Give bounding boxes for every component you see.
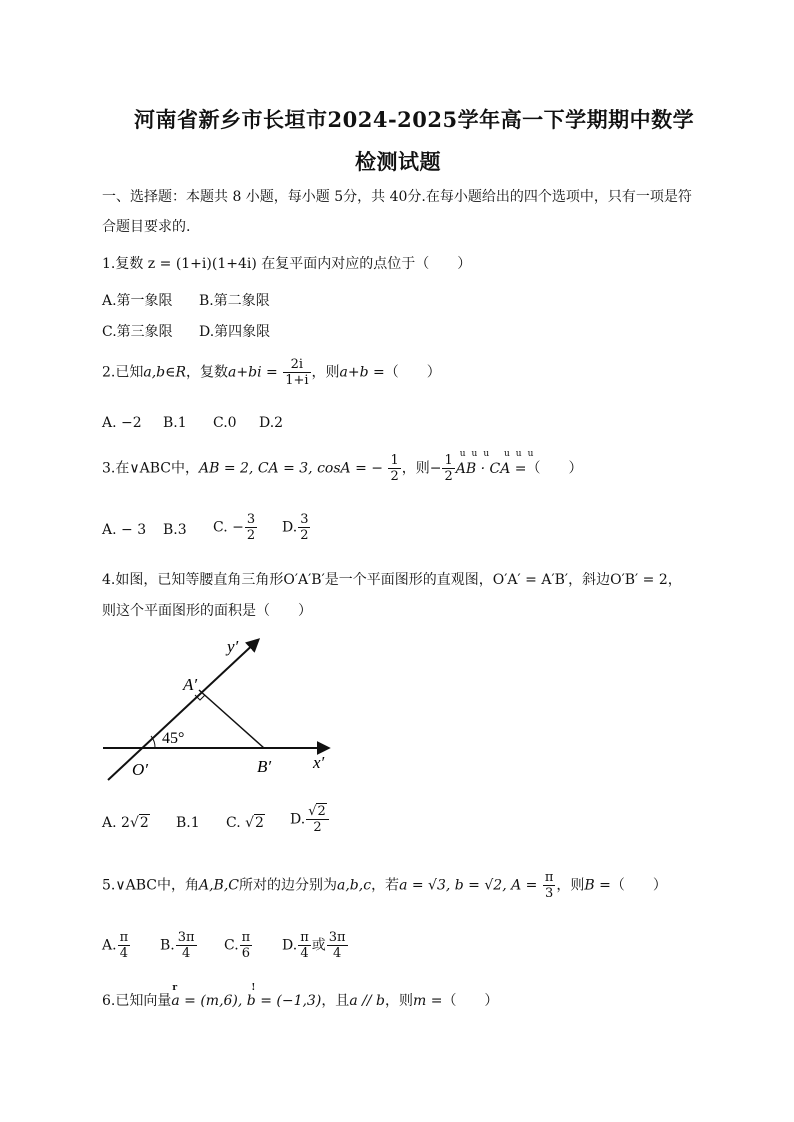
q5-frac-den: 3 [544, 886, 554, 901]
question-2-option-a: A. −2 [102, 415, 142, 431]
q3-opt-c-label: C. − [213, 519, 244, 536]
q5-frac-num: π [544, 870, 554, 885]
q3-fraction-1 [388, 453, 400, 484]
question-1-option-d: D.第四象限 [199, 324, 271, 340]
q5-opt-a-label: A. [102, 937, 117, 954]
q5-sides: a,b,c [337, 877, 372, 894]
q4-opt-c-rad: 2 [255, 815, 264, 831]
q2-fraction [283, 357, 310, 388]
question-1-option-b: B.第二象限 [199, 293, 270, 309]
q6-vector-expr [171, 983, 322, 1009]
question-4-option-c [226, 815, 265, 831]
q6-text-a: 6.已知向量 [102, 993, 172, 1009]
sqrt-icon: √ [129, 815, 139, 831]
document-title-line2: 检测试题 [355, 149, 441, 174]
q5-opt-d-or: 或 [311, 937, 326, 954]
q3-vector-expr [455, 448, 540, 477]
q5-opt-a-num: π [119, 930, 129, 945]
q6-vec-mark-b: ! [251, 983, 256, 993]
section-intro-line1: 一、选择题：本题共 8 小题，每小题 5分，共 40分.在每小题给出的四个选项中，只有一项是符 [102, 189, 692, 205]
q3-opt-d-den: 2 [300, 528, 309, 543]
question-2-option-c: C.0 [213, 415, 237, 431]
q4-opt-d-frac [306, 804, 329, 835]
q2-expr: a+bi = [228, 364, 278, 381]
question-4-option-d [290, 804, 330, 835]
question-1-option-a: A.第一象限 [102, 293, 173, 309]
question-3-option-c [213, 512, 258, 543]
q5-angles: A,B,C [198, 877, 239, 894]
q2-text-c: ，复数 [186, 364, 229, 381]
q6-vectors: a = (m,6), b = (−1,3) [171, 993, 322, 1009]
q3-paren: （ ） [526, 460, 583, 477]
q5-opt-c-num: π [241, 930, 251, 945]
q2-text-a: 2.已知 [102, 364, 144, 381]
question-4-option-b: B.1 [176, 815, 200, 831]
label-x-prime: x′ [313, 753, 325, 772]
q3-text-a: 3.在∨ABC中， [102, 460, 199, 477]
q4-opt-d-label: D. [290, 811, 306, 828]
q5-opt-b-frac [176, 930, 197, 961]
q2-expr-2: a+b = [339, 364, 385, 381]
q3-vector-marks: uuu uuu [459, 448, 540, 459]
q6-parallel: a // b [349, 993, 385, 1009]
question-5-stem [102, 870, 667, 901]
q3-text-c: ，则− [401, 460, 442, 477]
q5-expr: a = √3, b = √2, A = [399, 877, 538, 894]
q5-opt-b-den: 4 [182, 946, 191, 961]
q2-text-e: ，则 [311, 364, 340, 381]
question-3-option-a: A. − 3 [102, 522, 147, 538]
question-2-option-b: B.1 [163, 415, 187, 431]
q4-opt-a-label: A. [102, 815, 117, 831]
q5-opt-b-label: B. [160, 937, 175, 954]
q5-opt-d-den1: 4 [300, 946, 309, 961]
q4-opt-d-num [306, 804, 329, 820]
q5-expr-b: B = [584, 877, 611, 894]
q4-opt-a-rad: 2 [139, 815, 149, 831]
q2-frac-num: 2i [283, 357, 310, 373]
question-1-stem: 1.复数 z = (1+i)(1+4i) 在复平面内对应的点位于（ ） [102, 256, 472, 272]
question-5-option-b [160, 930, 198, 961]
q5-opt-c-frac [240, 930, 253, 961]
q3-opt-d-num: 3 [300, 512, 309, 527]
sqrt-icon: √ [308, 804, 317, 819]
question-4-figure [100, 630, 350, 790]
q5-text-e: ，若 [371, 877, 400, 894]
q5-opt-d-label: D. [282, 937, 298, 954]
q4-opt-d-rad: 2 [317, 804, 326, 819]
q5-opt-d-frac-1 [298, 930, 311, 961]
question-5-option-d [282, 930, 349, 961]
q5-paren: （ ） [610, 877, 667, 894]
q3-opt-d-frac [298, 512, 310, 543]
q6-expr-m: m = [412, 993, 443, 1009]
q5-opt-a-den: 4 [119, 946, 128, 961]
label-b-prime: B′ [257, 757, 272, 776]
y-axis [108, 640, 258, 780]
label-angle-45: 45° [162, 730, 185, 747]
q4-opt-a-coef: 2 [121, 815, 130, 831]
question-3-stem [102, 448, 583, 484]
q5-opt-a-frac [118, 930, 131, 961]
q6-paren: （ ） [442, 993, 499, 1009]
question-5-option-c [224, 930, 253, 961]
q2-frac-den: 1+i [285, 373, 309, 388]
q4-opt-c-label: C. [226, 815, 241, 831]
q3-frac1-num: 1 [390, 453, 399, 468]
q5-text-a: 5.∨ABC中，角 [102, 877, 199, 894]
q5-text-g: ，则 [556, 877, 585, 894]
q6-text-e: ，则 [384, 993, 413, 1009]
question-6-stem [102, 983, 499, 1010]
question-1-option-c: C.第三象限 [102, 324, 173, 340]
q5-fraction [543, 870, 556, 901]
question-5-option-a [102, 930, 131, 961]
q6-vec-mark-a: r [172, 983, 178, 993]
q3-frac2-den: 2 [444, 469, 453, 484]
question-4-stem-line1: 4.如图，已知等腰直角三角形O′A′B′是一个平面图形的直观图，O′A′ = A′B′，斜边O′B′ = 2， [102, 572, 682, 588]
label-y-prime: y′ [227, 637, 239, 656]
question-2-option-d: D.2 [259, 415, 284, 431]
q5-opt-d-frac-2 [327, 930, 348, 961]
section-intro-line2: 合题目要求的. [102, 219, 191, 235]
q5-text-c: 所对的边分别为 [239, 877, 337, 894]
q3-expr: AB = 2, CA = 3, cosA = − [198, 460, 384, 477]
q5-opt-b-num: 3π [177, 930, 195, 945]
q5-opt-d-num1: π [300, 930, 309, 945]
q2-var-ab: a,b∈R [143, 364, 187, 381]
label-a-prime: A′ [183, 675, 198, 694]
q5-opt-c-den: 6 [241, 946, 251, 961]
q3-frac1-den: 2 [390, 469, 399, 484]
q2-paren: （ ） [384, 364, 441, 381]
q3-fraction-2 [442, 453, 454, 484]
label-o-prime: O′ [132, 760, 148, 779]
q5-opt-d-num2: 3π [328, 930, 346, 945]
q3-vector-text: AB · CA = [455, 460, 527, 477]
q6-text-c: ，且 [321, 993, 350, 1009]
segment-a-b [199, 690, 264, 748]
question-2-stem [102, 357, 441, 388]
q5-opt-c-label: C. [224, 937, 239, 954]
question-4-option-a [102, 815, 150, 831]
q3-opt-d-label: D. [282, 519, 298, 536]
document-title-line1: 河南省新乡市长垣市2024-2025学年高一下学期期中数学 [134, 107, 695, 132]
q4-opt-d-den: 2 [313, 820, 322, 835]
question-4-stem-line2: 则这个平面图形的面积是（ ） [102, 603, 312, 619]
q3-frac2-num: 1 [444, 453, 453, 468]
question-3-option-b: B.3 [163, 522, 187, 538]
q3-opt-c-frac [245, 512, 257, 543]
q5-opt-d-den2: 4 [333, 946, 342, 961]
q3-opt-c-den: 2 [246, 528, 256, 543]
question-3-option-d [282, 512, 311, 543]
sqrt-icon: √ [245, 815, 255, 831]
q3-opt-c-num: 3 [246, 512, 256, 527]
